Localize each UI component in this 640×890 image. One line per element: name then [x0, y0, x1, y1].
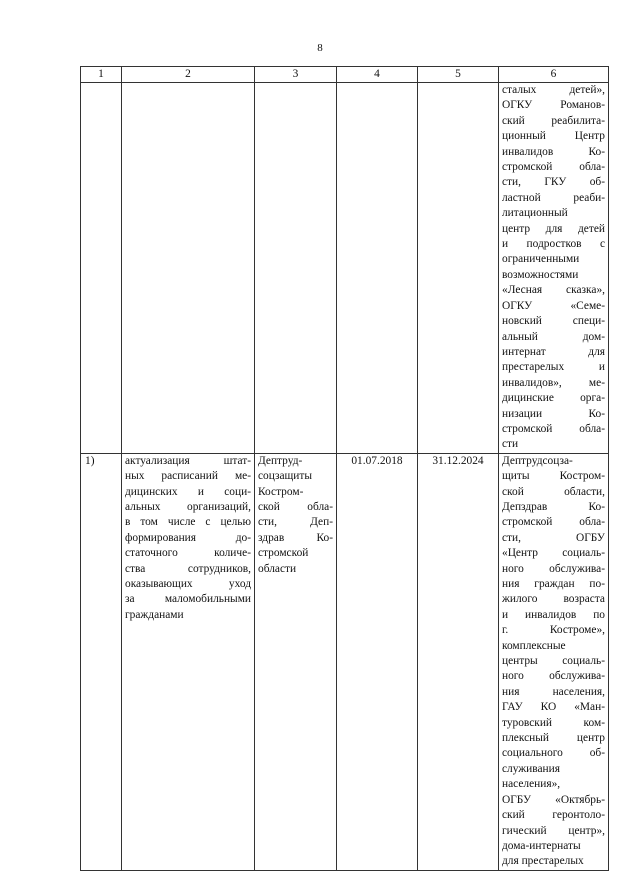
- text-line: области: [258, 562, 297, 575]
- text-line: соцзащиты: [258, 470, 313, 483]
- text-line: стромской: [258, 547, 309, 560]
- text-line: ограниченными: [502, 253, 580, 266]
- text-line: «Лесная сказка»,: [502, 284, 605, 297]
- text-line: ский геронтоло-: [502, 809, 605, 822]
- text-line: и подростков с: [502, 238, 605, 251]
- text-line: оказывающих уход: [125, 578, 251, 590]
- text-line: дицинских и соци-: [125, 485, 251, 498]
- text-line: Дептрудсоцза-: [502, 454, 573, 467]
- cell-measure: [122, 83, 255, 454]
- text-line: инвалидов», ме-: [502, 376, 605, 389]
- column-header-4: 4: [337, 67, 418, 83]
- cell-responsible: [255, 453, 337, 870]
- text-line: ОГКУ «Семе-: [502, 299, 605, 312]
- cell-start-date: 01.07.2018: [337, 453, 418, 870]
- responsible-text: [258, 454, 333, 577]
- column-header-5: 5: [418, 67, 499, 83]
- text-line: альный дом-: [502, 330, 605, 343]
- text-line: г. Костроме»,: [502, 624, 605, 637]
- text-line: статочного количе-: [125, 547, 251, 560]
- text-line: новский специ-: [502, 315, 605, 328]
- column-header-2: 2: [122, 67, 255, 83]
- text-line: сти, Деп-: [258, 516, 333, 529]
- executors-text: [502, 83, 605, 453]
- cell-end-date: 31.12.2024: [418, 453, 499, 870]
- executors-text: [502, 454, 605, 870]
- text-line: ства сотрудников,: [125, 562, 251, 575]
- text-line: инвалидов Ко-: [502, 145, 605, 158]
- text-line: и инвалидов по: [502, 608, 605, 621]
- text-line: ГАУ КО «Ман-: [502, 701, 605, 714]
- text-line: плексный центр: [502, 732, 605, 745]
- text-line: в том числе с целью: [125, 516, 251, 529]
- text-line: ного обслужива-: [502, 670, 605, 683]
- text-line: за маломобильными: [125, 593, 251, 606]
- text-line: стромской обла-: [502, 161, 605, 174]
- text-line: щиты Костром-: [502, 470, 605, 483]
- text-line: гражданами: [125, 608, 184, 621]
- cell-end-date: [418, 83, 499, 454]
- cell-number: [81, 83, 122, 454]
- text-line: ский реабилита-: [502, 114, 605, 127]
- text-line: жилого возраста: [502, 593, 605, 606]
- text-line: сти: [502, 438, 519, 451]
- text-line: комплексные: [502, 639, 566, 652]
- text-line: здрав Ко-: [258, 531, 333, 544]
- text-line: «Центр социаль-: [502, 547, 605, 560]
- text-line: ластной реаби-: [502, 191, 605, 204]
- text-line: центр для детей: [502, 222, 605, 235]
- text-line: ОГКУ Романов-: [502, 99, 605, 112]
- text-line: ционный Центр: [502, 130, 605, 143]
- cell-responsible: [255, 83, 337, 454]
- text-line: ской области,: [502, 485, 605, 498]
- text-line: дома-интернаты: [502, 839, 581, 852]
- text-line: населения»,: [502, 778, 561, 791]
- cell-measure: [122, 453, 255, 870]
- text-line: стромской обла-: [502, 516, 605, 529]
- text-line: формирования до-: [125, 531, 251, 544]
- text-line: сти, ГКУ об-: [502, 176, 605, 189]
- cell-number: 1): [81, 453, 122, 870]
- text-line: ния населения,: [502, 685, 605, 698]
- column-header-3: 3: [255, 67, 337, 83]
- text-line: ния граждан по-: [502, 578, 605, 590]
- text-line: туровский ком-: [502, 716, 605, 729]
- cell-executors: [499, 83, 609, 454]
- text-line: престарелых и: [502, 361, 605, 374]
- text-line: Депздрав Ко-: [502, 500, 605, 513]
- column-header-6: 6: [499, 67, 609, 83]
- text-line: ской обла-: [258, 500, 333, 513]
- text-line: служивания: [502, 762, 560, 775]
- text-line: социального об-: [502, 747, 605, 760]
- column-header-1: 1: [81, 67, 122, 83]
- text-line: возможностями: [502, 268, 579, 281]
- text-line: ОГБУ «Октябрь-: [502, 793, 605, 806]
- text-line: дицинские орга-: [502, 392, 605, 405]
- text-line: низации Ко-: [502, 407, 605, 420]
- text-line: интернат для: [502, 345, 605, 358]
- text-line: сти, ОГБУ: [502, 531, 605, 544]
- table-row-1: [81, 453, 609, 870]
- text-line: сталых детей»,: [502, 84, 605, 96]
- text-line: ных расписаний ме-: [125, 470, 251, 483]
- text-line: альных организаций,: [125, 500, 251, 513]
- document-table: [80, 66, 609, 871]
- text-line: центры социаль-: [502, 655, 605, 668]
- page-number: 8: [317, 42, 323, 54]
- text-line: Костром-: [258, 485, 304, 498]
- text-line: стромской обла-: [502, 422, 605, 435]
- table-row-continuation: [81, 83, 609, 454]
- table-header-row: [81, 67, 609, 83]
- text-line: Дептруд-: [258, 454, 303, 467]
- cell-start-date: [337, 83, 418, 454]
- text-line: гический центр»,: [502, 824, 605, 837]
- text-line: для престарелых: [502, 855, 584, 868]
- text-line: актуализация штат-: [125, 454, 251, 467]
- measure-text: [125, 454, 251, 623]
- cell-executors: [499, 453, 609, 870]
- text-line: литационный: [502, 207, 568, 220]
- text-line: ного обслужива-: [502, 562, 605, 575]
